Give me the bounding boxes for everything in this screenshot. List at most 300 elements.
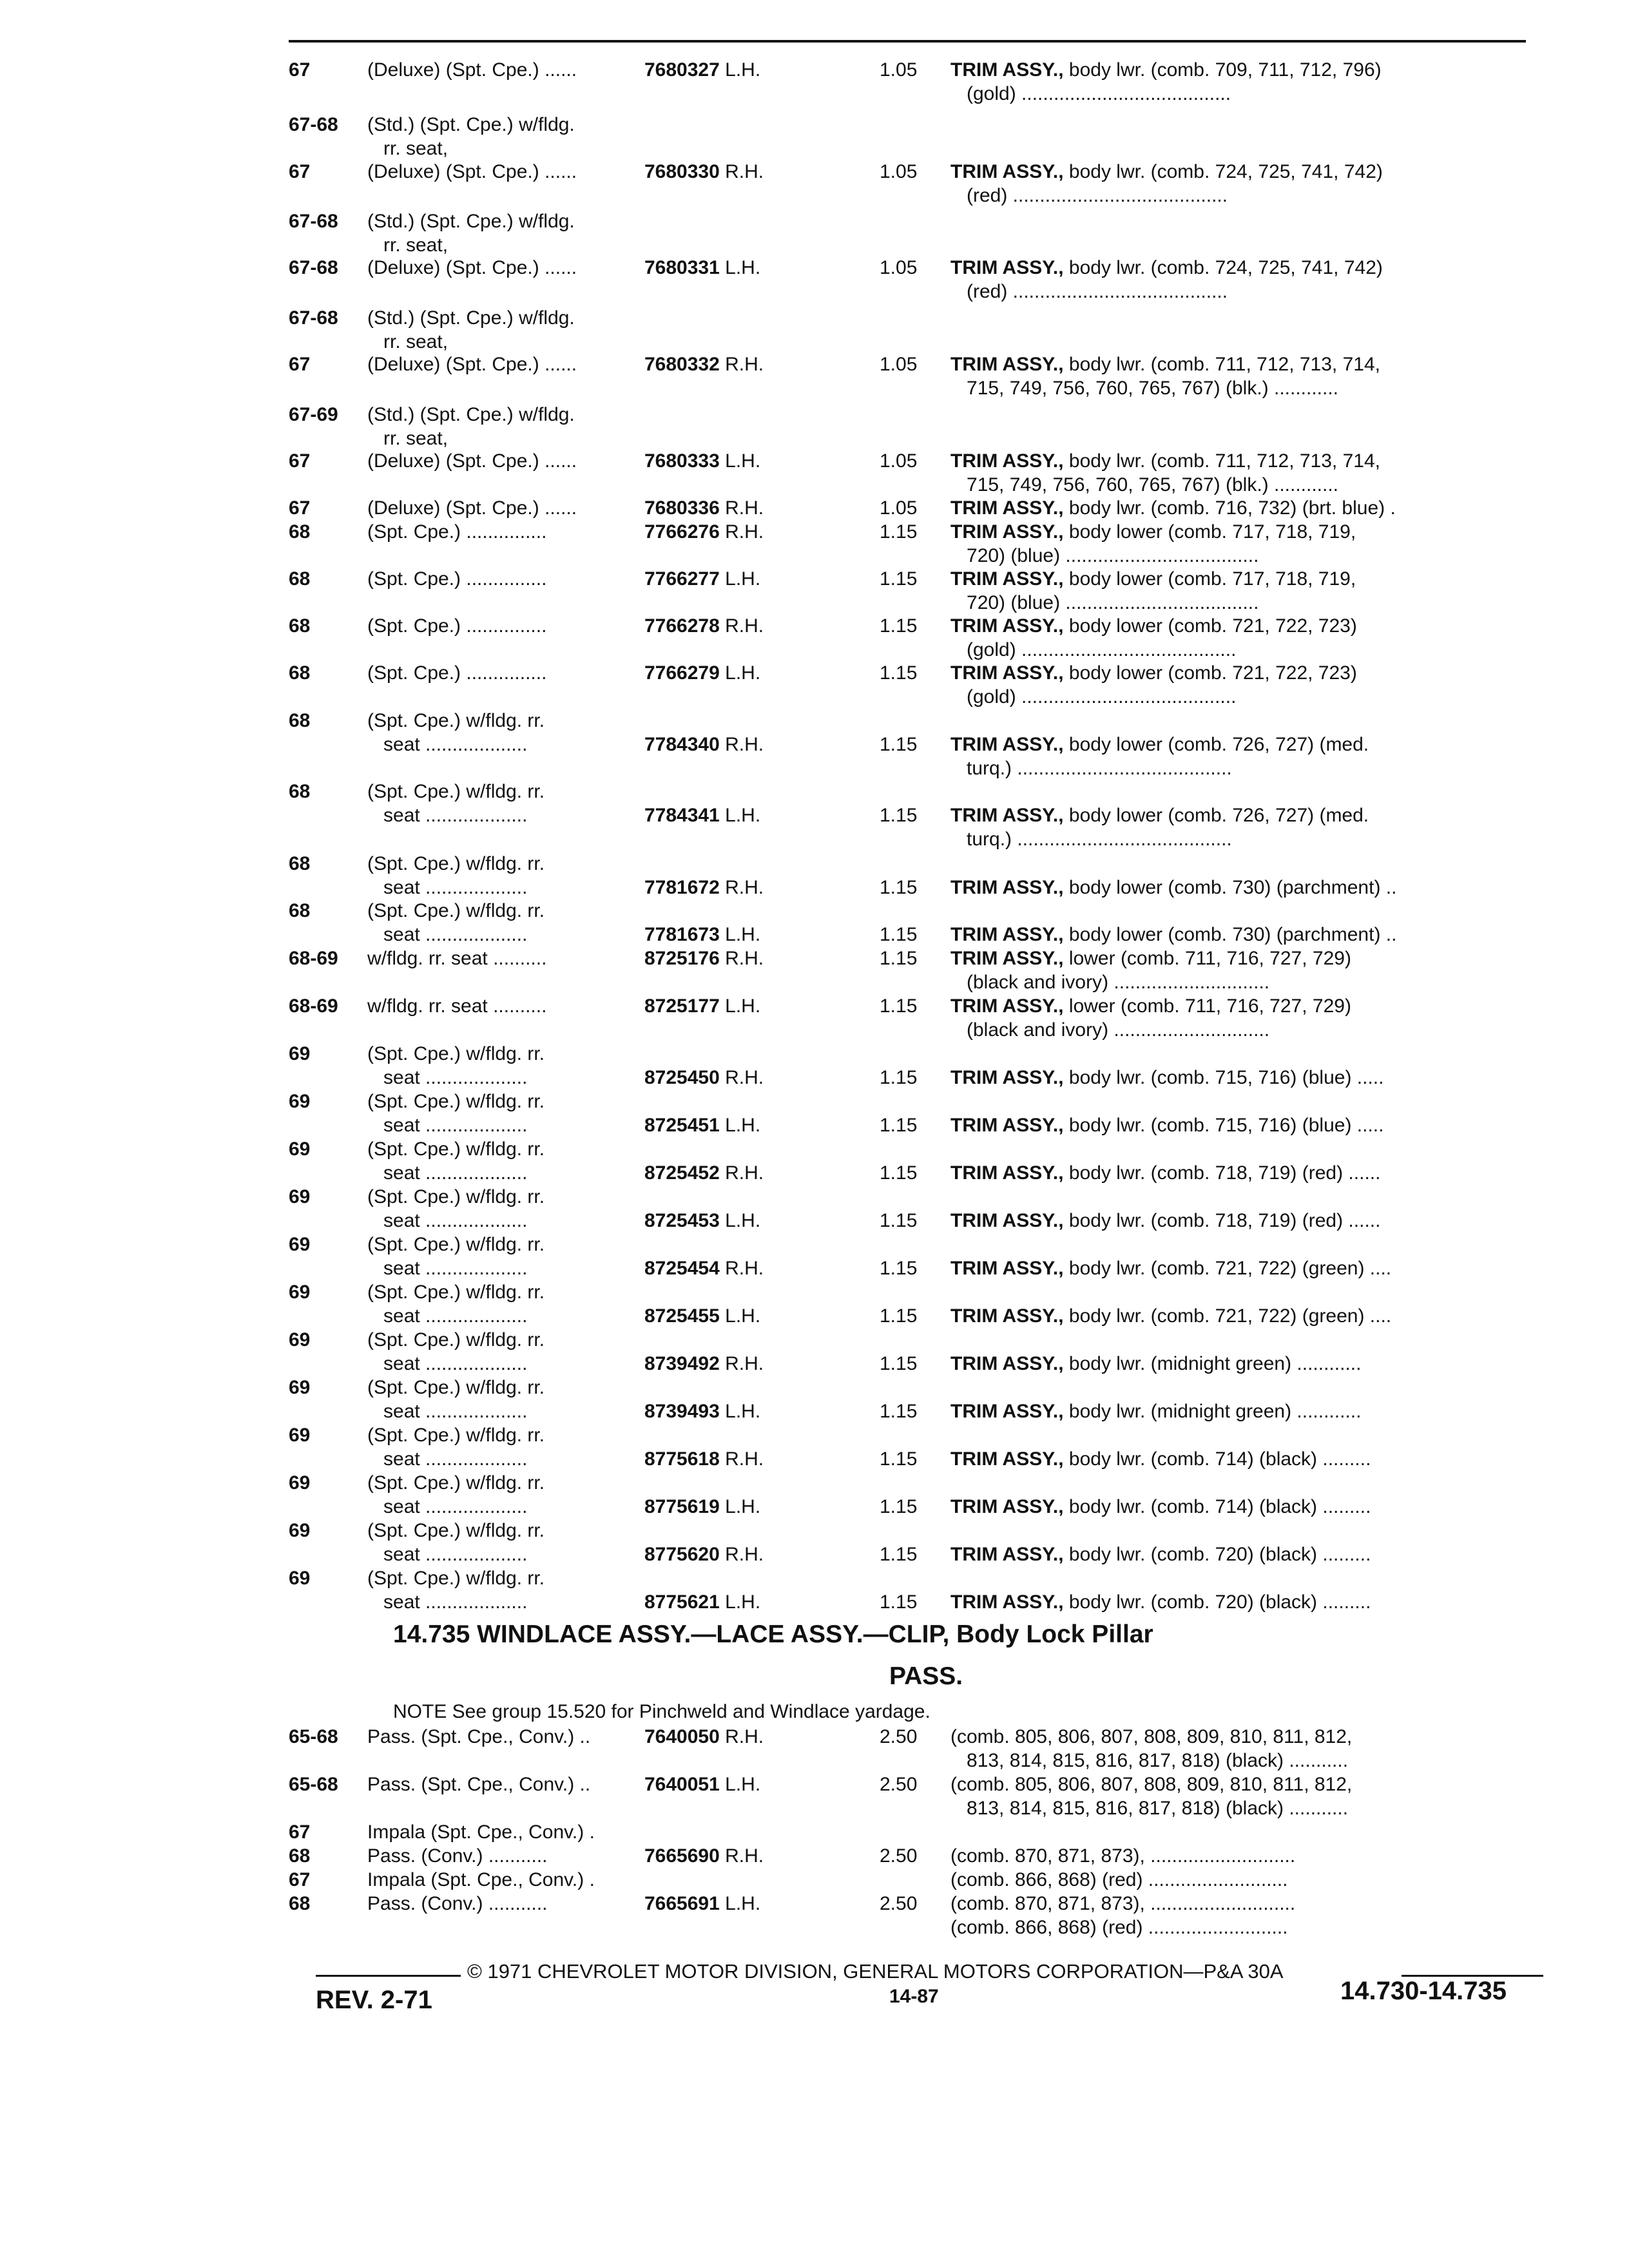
part-name-text: body lwr. (comb. 721, 722) (green) .... <box>1063 1258 1392 1279</box>
model-year: 67 <box>289 497 311 519</box>
part-number-value: 7665691 <box>644 1893 720 1914</box>
part-number-value: 8775618 <box>644 1448 720 1470</box>
model-year: 69 <box>289 1091 311 1112</box>
model-year: 69 <box>289 1139 311 1160</box>
body-description: (Spt. Cpe.) w/fldg. rr. seat ................... <box>367 1043 545 1088</box>
part-number-value: 7766276 <box>644 521 720 543</box>
quantity: 1.15 <box>880 615 918 637</box>
part-name <box>950 520 1524 568</box>
part-side: L.H. <box>719 924 761 945</box>
part-name-text: body lower (comb. 717, 718, 719, 720) (blue) .................................... <box>967 521 1356 566</box>
body-description: (Spt. Cpe.) w/fldg. rr. seat ................... <box>367 900 545 945</box>
part-name <box>950 1352 1524 1376</box>
body-description: (Spt. Cpe.) w/fldg. rr. seat ................... <box>367 1329 545 1374</box>
body-description: (Spt. Cpe.) w/fldg. rr. seat ................... <box>367 1282 545 1327</box>
part-number <box>644 614 764 638</box>
part-side: R.H. <box>719 1726 764 1747</box>
part-number <box>644 947 764 970</box>
part-name-bold: TRIM ASSY., <box>950 1401 1064 1422</box>
model-year: 69 <box>289 1234 311 1255</box>
part-name-text: body lower (comb. 721, 722, 723) (gold) ........................................ <box>967 662 1357 707</box>
part-number-value: 7640051 <box>644 1774 720 1795</box>
body-description: (Deluxe) (Spt. Cpe.) ...... <box>367 257 577 278</box>
part-number-value: 8739492 <box>644 1353 720 1374</box>
quantity: 1.15 <box>880 805 918 826</box>
quantity: 1.15 <box>880 1448 918 1470</box>
section-title: 14.735 WINDLACE ASSY.—LACE ASSY.—CLIP, Body Lock Pillar <box>393 1620 1153 1648</box>
part-name <box>950 1256 1524 1280</box>
model-year: 69 <box>289 1472 311 1494</box>
part-name-text: (comb. 870, 871, 873), ........................... (comb. 866, 868) (red) .......................... <box>950 1845 1296 1890</box>
model-year: 69 <box>289 1043 311 1064</box>
model-year: 68 <box>289 710 311 731</box>
part-name <box>950 733 1524 780</box>
model-year: 68-69 <box>289 948 338 969</box>
quantity: 1.15 <box>880 1544 918 1565</box>
part-name-text: body lwr. (comb. 714) (black) ......... <box>1063 1496 1371 1517</box>
body-description: Pass. (Spt. Cpe., Conv.) .. <box>367 1774 591 1795</box>
part-side: L.H. <box>719 1893 761 1914</box>
part-side: L.H. <box>719 1115 761 1136</box>
part-number <box>644 1399 760 1423</box>
part-number <box>644 733 764 756</box>
part-number-value: 7781672 <box>644 877 720 898</box>
model-year: 68 <box>289 615 311 637</box>
body-description: (Deluxe) (Spt. Cpe.) ...... <box>367 161 577 182</box>
body-description: (Spt. Cpe.) w/fldg. rr. seat ................... <box>367 1186 545 1231</box>
part-number-value: 8725177 <box>644 995 720 1017</box>
part-name-bold: TRIM ASSY., <box>950 1305 1064 1327</box>
model-year: 67 <box>289 161 311 182</box>
part-number-value: 7665690 <box>644 1845 720 1867</box>
part-name <box>950 994 1524 1042</box>
part-number-value: 7766277 <box>644 568 720 590</box>
part-number-value: 8725455 <box>644 1305 720 1327</box>
part-number-value: 8725176 <box>644 948 720 969</box>
body-description: (Deluxe) (Spt. Cpe.) ...... <box>367 450 577 472</box>
part-name-text: body lower (comb. 721, 722, 723) (gold) ........................................ <box>967 615 1357 660</box>
revision-label: REV. 2-71 <box>316 1986 432 2014</box>
part-number <box>644 1844 764 1868</box>
part-name-bold: TRIM ASSY., <box>950 1258 1064 1279</box>
part-name-text: body lwr. (comb. 715, 716) (blue) ..... <box>1063 1067 1384 1088</box>
part-number-value: 8725452 <box>644 1162 720 1184</box>
quantity: 1.15 <box>880 1258 918 1279</box>
part-name-bold: TRIM ASSY., <box>950 1067 1064 1088</box>
quantity: 1.15 <box>880 734 918 755</box>
part-name-bold: TRIM ASSY., <box>950 1448 1064 1470</box>
part-name-bold: TRIM ASSY., <box>950 1544 1064 1565</box>
part-number <box>644 1113 760 1137</box>
quantity: 1.15 <box>880 1353 918 1374</box>
part-number <box>644 1066 764 1090</box>
model-year: 67-69 <box>289 404 338 425</box>
part-number <box>644 567 760 591</box>
body-description: (Std.) (Spt. Cpe.) w/fldg. rr. seat, <box>367 114 575 159</box>
part-number <box>644 923 760 947</box>
part-number-value: 7680336 <box>644 497 720 519</box>
part-number-value: 7766279 <box>644 662 720 684</box>
part-side: R.H. <box>719 734 764 755</box>
part-name <box>950 449 1524 497</box>
part-name <box>950 352 1524 400</box>
part-name <box>950 1209 1524 1233</box>
part-name-bold: TRIM ASSY., <box>950 1115 1064 1136</box>
body-description: (Spt. Cpe.) w/fldg. rr. seat ................... <box>367 710 545 755</box>
part-name-text: body lwr. (comb. 720) (black) ......... <box>1063 1544 1371 1565</box>
model-year: 67-68 <box>289 114 338 135</box>
part-name-bold: TRIM ASSY., <box>950 450 1064 472</box>
quantity: 1.05 <box>880 59 918 81</box>
part-name-text: body lower (comb. 730) (parchment) .. <box>1063 877 1397 898</box>
body-description: (Spt. Cpe.) w/fldg. rr. seat ................... <box>367 1425 545 1470</box>
model-year: 68 <box>289 568 311 590</box>
part-number <box>644 160 764 184</box>
part-number <box>644 58 760 82</box>
group-range: 14.730-14.735 <box>1340 1977 1507 2005</box>
part-number-value: 8775619 <box>644 1496 720 1517</box>
body-description: (Spt. Cpe.) ............... <box>367 615 547 637</box>
body-description: (Spt. Cpe.) ............... <box>367 568 547 590</box>
part-side: R.H. <box>719 1544 764 1565</box>
model-year: 69 <box>289 1520 311 1541</box>
model-year: 69 <box>289 1425 311 1446</box>
part-number-value: 7680331 <box>644 257 720 278</box>
part-name-text: lower (comb. 711, 716, 727, 729) (black and ivory) ............................. <box>967 995 1351 1041</box>
part-number-value: 7680333 <box>644 450 720 472</box>
part-number-value: 8775621 <box>644 1591 720 1613</box>
part-name-bold: TRIM ASSY., <box>950 354 1064 375</box>
quantity: 1.05 <box>880 161 918 182</box>
quantity: 2.50 <box>880 1726 918 1747</box>
model-year: 68 <box>289 900 311 921</box>
part-name-bold: TRIM ASSY., <box>950 615 1064 637</box>
part-name-text: body lwr. (comb. 715, 716) (blue) ..... <box>1063 1115 1384 1136</box>
body-description: (Spt. Cpe.) w/fldg. rr. seat ................... <box>367 1520 545 1565</box>
quantity: 1.15 <box>880 1162 918 1184</box>
part-name-text: body lwr. (comb. 721, 722) (green) .... <box>1063 1305 1392 1327</box>
copyright-text: © 1971 CHEVROLET MOTOR DIVISION, GENERAL MOTORS CORPORATION—P&A 30A <box>467 1960 1284 1983</box>
body-description: (Spt. Cpe.) ............... <box>367 521 547 543</box>
part-number-value: 7766278 <box>644 615 720 637</box>
part-side: R.H. <box>719 948 764 969</box>
part-name-bold: TRIM ASSY., <box>950 521 1064 543</box>
quantity: 1.15 <box>880 1591 918 1613</box>
body-description: Impala (Spt. Cpe., Conv.) . Pass. (Conv.) ........... <box>367 1869 595 1914</box>
part-name-bold: TRIM ASSY., <box>950 805 1064 826</box>
part-side: R.H. <box>719 877 764 898</box>
model-year: 67-68 <box>289 307 338 329</box>
part-name-bold: TRIM ASSY., <box>950 1496 1064 1517</box>
body-description: w/fldg. rr. seat .......... <box>367 948 547 969</box>
part-side: L.H. <box>719 1496 761 1517</box>
model-year: 67-68 <box>289 257 338 278</box>
part-number <box>644 1161 764 1185</box>
part-number-value: 7640050 <box>644 1726 720 1747</box>
quantity: 1.15 <box>880 662 918 684</box>
quantity: 1.05 <box>880 497 918 519</box>
body-description: (Spt. Cpe.) w/fldg. rr. seat ................... <box>367 1472 545 1517</box>
part-name <box>950 1447 1524 1471</box>
part-name <box>950 661 1524 709</box>
part-name <box>950 803 1524 851</box>
part-side: L.H. <box>719 1591 761 1613</box>
part-number <box>644 994 760 1018</box>
model-year: 68 <box>289 662 311 684</box>
part-name <box>950 1590 1524 1614</box>
part-side: L.H. <box>719 805 761 826</box>
model-year: 67 <box>289 450 311 472</box>
part-side: R.H. <box>719 1067 764 1088</box>
model-year: 67 68 <box>289 1821 311 1867</box>
quantity: 1.15 <box>880 1401 918 1422</box>
part-number-value: 7680332 <box>644 354 720 375</box>
part-number <box>644 661 760 685</box>
part-side: R.H. <box>719 1353 764 1374</box>
part-name-text: body lwr. (midnight green) ............ <box>1063 1353 1362 1374</box>
quantity: 1.15 <box>880 1305 918 1327</box>
quantity: 1.15 <box>880 877 918 898</box>
part-name-bold: TRIM ASSY., <box>950 59 1064 81</box>
part-number-value: 7781673 <box>644 924 720 945</box>
part-number <box>644 1725 764 1749</box>
part-number <box>644 876 764 899</box>
part-name-text: body lower (comb. 726, 727) (med. turq.) ........................................ <box>967 734 1369 779</box>
part-number-value: 7784340 <box>644 734 720 755</box>
part-number-value: 8775620 <box>644 1544 720 1565</box>
part-name-text: body lwr. (comb. 718, 719) (red) ...... <box>1063 1210 1381 1231</box>
quantity: 1.15 <box>880 1115 918 1136</box>
part-name-bold: TRIM ASSY., <box>950 877 1064 898</box>
part-name <box>950 1304 1524 1328</box>
part-side: R.H. <box>719 161 764 182</box>
model-year: 68-69 <box>289 995 338 1017</box>
model-year: 65-68 <box>289 1726 338 1747</box>
part-number-value: 7784341 <box>644 805 720 826</box>
part-number-value: 7680330 <box>644 161 720 182</box>
part-name <box>950 1725 1524 1773</box>
part-side: L.H. <box>719 995 761 1017</box>
part-name <box>950 496 1524 520</box>
body-description: (Deluxe) (Spt. Cpe.) ...... <box>367 354 577 375</box>
part-side: L.H. <box>719 568 761 590</box>
quantity: 1.05 <box>880 354 918 375</box>
part-side: L.H. <box>719 59 761 81</box>
part-side: R.H. <box>719 1448 764 1470</box>
part-name-text: body lwr. (comb. 711, 712, 713, 714, 715, 749, 756, 760, 765, 767) (blk.) ............ <box>967 450 1380 495</box>
part-name-bold: TRIM ASSY., <box>950 924 1064 945</box>
part-name-text: body lwr. (comb. 716, 732) (brt. blue) . <box>1063 497 1396 519</box>
part-side: R.H. <box>719 1162 764 1184</box>
quantity: 1.15 <box>880 1496 918 1517</box>
model-year: 69 <box>289 1282 311 1303</box>
section-subtitle: PASS. <box>889 1662 963 1690</box>
model-year: 68 <box>289 781 311 802</box>
part-name <box>950 947 1524 994</box>
part-side: L.H. <box>719 1305 761 1327</box>
part-side: R.H. <box>719 1845 764 1867</box>
part-number <box>644 449 760 473</box>
part-number-value: 8725453 <box>644 1210 720 1231</box>
part-name-text: lower (comb. 711, 716, 727, 729) (black and ivory) ............................. <box>967 948 1351 993</box>
part-number <box>644 1352 764 1376</box>
part-name <box>950 876 1524 899</box>
part-name-bold: TRIM ASSY., <box>950 1210 1064 1231</box>
quantity: 1.15 <box>880 948 918 969</box>
part-number <box>644 1590 760 1614</box>
part-name <box>950 58 1524 106</box>
quantity: 2.50 <box>880 1845 918 1867</box>
part-name-text: body lwr. (comb. 709, 711, 712, 796) (gold) ....................................... <box>967 59 1382 104</box>
model-year: 68 <box>289 853 311 874</box>
quantity: 1.15 <box>880 1210 918 1231</box>
part-name-bold: TRIM ASSY., <box>950 662 1064 684</box>
quantity: 2.50 <box>880 1893 918 1914</box>
body-description: (Spt. Cpe.) ............... <box>367 662 547 684</box>
model-year: 67 68 <box>289 1869 311 1914</box>
part-number <box>644 1892 760 1916</box>
part-name-text: body lwr. (comb. 724, 725, 741, 742) (red) ........................................ <box>967 161 1383 206</box>
section-note: NOTE See group 15.520 for Pinchweld and Windlace yardage. <box>393 1701 930 1722</box>
part-name-bold: TRIM ASSY., <box>950 1353 1064 1374</box>
part-name <box>950 923 1524 947</box>
part-name-text: body lwr. (midnight green) ............ <box>1063 1401 1362 1422</box>
body-description: (Spt. Cpe.) w/fldg. rr. seat ................... <box>367 1139 545 1184</box>
part-name-text: body lower (comb. 730) (parchment) .. <box>1063 924 1397 945</box>
quantity: 1.15 <box>880 568 918 590</box>
part-number-value: 8725450 <box>644 1067 720 1088</box>
part-number <box>644 1542 764 1566</box>
part-side: R.H. <box>719 354 764 375</box>
page-number: 14-87 <box>889 1986 939 2007</box>
body-description: Pass. (Spt. Cpe., Conv.) .. <box>367 1726 591 1747</box>
part-name-bold: TRIM ASSY., <box>950 1162 1064 1184</box>
part-name <box>950 256 1524 303</box>
part-name-text: body lwr. (comb. 724, 725, 741, 742) (red) ........................................ <box>967 257 1383 302</box>
part-name-text: body lwr. (comb. 720) (black) ......... <box>1063 1591 1371 1613</box>
quantity: 1.15 <box>880 995 918 1017</box>
model-year: 67 <box>289 59 311 81</box>
body-description: (Std.) (Spt. Cpe.) w/fldg. rr. seat, <box>367 307 575 352</box>
part-name-text: body lwr. (comb. 711, 712, 713, 714, 715, 749, 756, 760, 765, 767) (blk.) ............ <box>967 354 1380 399</box>
part-side: R.H. <box>719 1258 764 1279</box>
body-description: w/fldg. rr. seat .......... <box>367 995 547 1017</box>
part-name-bold: TRIM ASSY., <box>950 734 1064 755</box>
quantity: 1.05 <box>880 450 918 472</box>
model-year: 69 <box>289 1377 311 1398</box>
part-name <box>950 567 1524 615</box>
part-name <box>950 1161 1524 1185</box>
body-description: (Spt. Cpe.) w/fldg. rr. seat ................... <box>367 1091 545 1136</box>
part-side: R.H. <box>719 521 764 543</box>
part-number <box>644 352 764 376</box>
part-number <box>644 1209 760 1233</box>
part-number <box>644 520 764 544</box>
model-year: 69 <box>289 1568 311 1589</box>
part-name-bold: TRIM ASSY., <box>950 497 1064 519</box>
part-name-bold: TRIM ASSY., <box>950 948 1064 969</box>
part-number <box>644 1773 760 1796</box>
part-number <box>644 1495 760 1519</box>
model-year: 69 <box>289 1186 311 1207</box>
model-year: 69 <box>289 1329 311 1350</box>
part-name <box>950 1066 1524 1090</box>
body-description: (Std.) (Spt. Cpe.) w/fldg. rr. seat, <box>367 404 575 449</box>
part-name-text: body lwr. (comb. 714) (black) ......... <box>1063 1448 1371 1470</box>
part-side: L.H. <box>719 1774 761 1795</box>
part-side: L.H. <box>719 662 761 684</box>
body-description: (Spt. Cpe.) w/fldg. rr. seat ................... <box>367 781 545 826</box>
part-name-text: (comb. 805, 806, 807, 808, 809, 810, 811, 812, 813, 814, 815, 816, 817, 818) (black) ........... <box>950 1726 1353 1771</box>
part-side: L.H. <box>719 257 761 278</box>
quantity: 1.05 <box>880 257 918 278</box>
part-side: R.H. <box>719 497 764 519</box>
part-name <box>950 160 1524 207</box>
part-number <box>644 1447 764 1471</box>
part-name <box>950 1113 1524 1137</box>
part-name-bold: TRIM ASSY., <box>950 161 1064 182</box>
part-name <box>950 1773 1524 1820</box>
model-year: 65-68 <box>289 1774 338 1795</box>
part-name-text: body lwr. (comb. 718, 719) (red) ...... <box>1063 1162 1381 1184</box>
quantity: 2.50 <box>880 1774 918 1795</box>
quantity: 1.15 <box>880 1067 918 1088</box>
body-description: (Spt. Cpe.) w/fldg. rr. seat ................... <box>367 1568 545 1613</box>
part-number-value: 8739493 <box>644 1401 720 1422</box>
model-year: 67-68 <box>289 211 338 232</box>
part-name <box>950 614 1524 662</box>
part-side: L.H. <box>719 1401 761 1422</box>
part-number <box>644 803 760 827</box>
part-number <box>644 1256 764 1280</box>
body-description: Impala (Spt. Cpe., Conv.) . Pass. (Conv.) ........... <box>367 1821 595 1867</box>
part-name-text: body lower (comb. 726, 727) (med. turq.) ........................................ <box>967 805 1369 850</box>
body-description: (Deluxe) (Spt. Cpe.) ...... <box>367 59 577 81</box>
quantity: 1.15 <box>880 521 918 543</box>
part-name-text: (comb. 870, 871, 873), ........................... (comb. 866, 868) (red) .......................... <box>950 1893 1296 1938</box>
part-number <box>644 496 764 520</box>
part-name <box>950 1892 1524 1939</box>
part-name <box>950 1399 1524 1423</box>
part-side: L.H. <box>719 450 761 472</box>
body-description: (Spt. Cpe.) w/fldg. rr. seat ................... <box>367 1234 545 1279</box>
part-name <box>950 1844 1524 1892</box>
part-name-bold: TRIM ASSY., <box>950 257 1064 278</box>
part-name <box>950 1542 1524 1566</box>
part-name-text: body lower (comb. 717, 718, 719, 720) (blue) .................................... <box>967 568 1356 613</box>
model-year: 67 <box>289 354 311 375</box>
part-number-value: 8725454 <box>644 1258 720 1279</box>
part-number <box>644 1304 760 1328</box>
part-name-bold: TRIM ASSY., <box>950 995 1064 1017</box>
quantity: 1.15 <box>880 924 918 945</box>
part-number-value: 8725451 <box>644 1115 720 1136</box>
body-description: (Spt. Cpe.) w/fldg. rr. seat ................... <box>367 853 545 898</box>
part-name <box>950 1495 1524 1519</box>
part-side: L.H. <box>719 1210 761 1231</box>
model-year: 68 <box>289 521 311 543</box>
part-number-value: 7680327 <box>644 59 720 81</box>
part-side: R.H. <box>719 615 764 637</box>
footer-rule-left <box>316 1975 461 1977</box>
body-description: (Deluxe) (Spt. Cpe.) ...... <box>367 497 577 519</box>
part-name-bold: TRIM ASSY., <box>950 568 1064 590</box>
part-name-text: (comb. 805, 806, 807, 808, 809, 810, 811, 812, 813, 814, 815, 816, 817, 818) (black) ........... <box>950 1774 1353 1819</box>
part-name-bold: TRIM ASSY., <box>950 1591 1064 1613</box>
part-number <box>644 256 760 280</box>
body-description: (Spt. Cpe.) w/fldg. rr. seat ................... <box>367 1377 545 1422</box>
body-description: (Std.) (Spt. Cpe.) w/fldg. rr. seat, <box>367 211 575 256</box>
